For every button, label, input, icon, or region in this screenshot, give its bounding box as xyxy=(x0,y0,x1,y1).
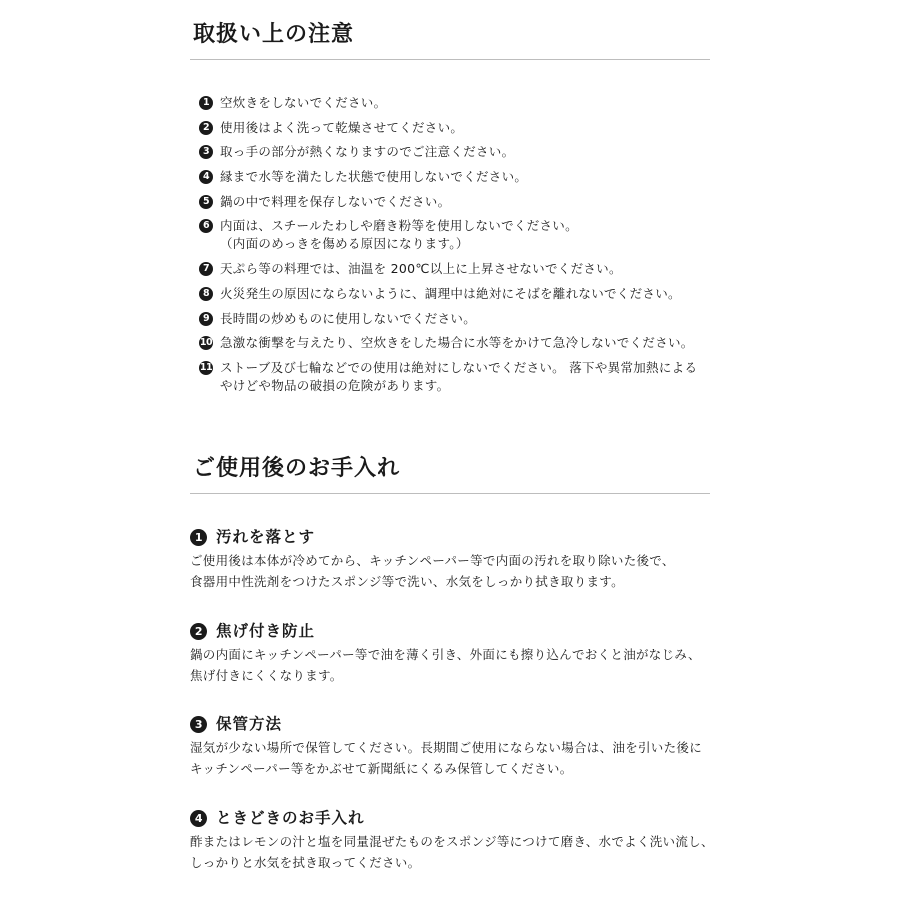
care-title: ご使用後のお手入れ xyxy=(193,456,401,481)
note-text: 火災発生の原因にならないように、調理中は絶対にそばを離れないでください。 xyxy=(220,285,681,301)
handling-divider xyxy=(190,59,710,60)
care-section-storage xyxy=(190,713,735,779)
care-body: 湿気が少ない場所で保管してください。長期間ご使用にならない場合は、油を引いた後に キッチンペーパー等をかぶせて新聞紙にくるみ保管してください。 xyxy=(190,740,703,776)
note-text: 取っ手の部分が熱くなりますのでご注意ください。 xyxy=(220,144,515,160)
number-badge: 11 xyxy=(199,361,213,373)
care-heading-text: 焦げ付き防止 xyxy=(216,622,316,640)
number-badge: 6 xyxy=(199,219,213,233)
note-text: 天ぷら等の料理では、油温を 200℃以上に上昇させないでください。 xyxy=(220,261,622,277)
list-item xyxy=(199,94,729,112)
number-badge: 10 xyxy=(199,337,213,349)
note-text: 長時間の炒めものに使用しないでください。 xyxy=(220,310,477,326)
note-text: 内面は、スチールたわしや磨き粉等を使用しないでください。 （内面のめっきを傷める原因になります。） xyxy=(220,218,578,252)
care-divider xyxy=(190,493,710,494)
care-heading xyxy=(190,526,735,548)
list-item xyxy=(199,217,729,253)
care-body: 鍋の内面にキッチンペーパー等で油を薄く引き、外面にも擦り込んでおくと油がなじみ、 焦げ付きにくくなります。 xyxy=(190,647,701,683)
number-badge: 1 xyxy=(199,96,213,110)
handling-list xyxy=(199,94,729,402)
note-text: 使用後はよく洗って乾燥させてください。 xyxy=(220,119,464,135)
number-badge: 2 xyxy=(199,121,213,135)
number-badge: 7 xyxy=(199,262,213,276)
care-heading xyxy=(190,807,735,829)
list-item xyxy=(199,143,729,161)
number-badge: 5 xyxy=(199,195,213,209)
number-badge: 8 xyxy=(199,287,213,301)
care-body: 酢またはレモンの汁と塩を同量混ぜたものをスポンジ等につけて磨き、水でよく洗い流し、 しっかりと水気を拭き取ってください。 xyxy=(190,834,714,870)
list-item xyxy=(199,260,729,278)
care-section-dirt xyxy=(190,526,735,592)
note-text: ストーブ及び七輪などでの使用は絶対にしないでください。 落下や異常加熱による やけどや物品の破損の危険があります。 xyxy=(220,359,698,393)
number-badge: 4 xyxy=(190,810,207,827)
number-badge: 4 xyxy=(199,170,213,184)
note-text: 縁まで水等を満たした状態で使用しないでください。 xyxy=(220,169,528,185)
list-item xyxy=(199,119,729,137)
care-section-anti-scorch xyxy=(190,620,735,686)
care-heading-text: 保管方法 xyxy=(216,715,283,733)
note-text: 空炊きをしないでください。 xyxy=(220,95,387,110)
care-heading-text: ときどきのお手入れ xyxy=(216,809,365,827)
list-item xyxy=(199,285,729,303)
number-badge: 2 xyxy=(190,623,207,640)
care-heading xyxy=(190,620,735,642)
list-item xyxy=(199,359,729,395)
handling-title: 取扱い上の注意 xyxy=(193,22,355,47)
list-item xyxy=(199,193,729,211)
care-body: ご使用後は本体が冷めてから、キッチンペーパー等で内面の汚れを取り除いた後で、 食器用中性洗剤をつけたスポンジ等で洗い、水気をしっかり拭き取ります。 xyxy=(190,553,675,589)
care-heading-text: 汚れを落とす xyxy=(216,528,316,546)
list-item xyxy=(199,334,729,352)
list-item xyxy=(199,310,729,328)
number-badge: 9 xyxy=(199,312,213,326)
number-badge: 1 xyxy=(190,529,207,546)
note-text: 急激な衝撃を与えたり、空炊きをした場合に水等をかけて急冷しないでください。 xyxy=(220,335,694,351)
care-section-occasional xyxy=(190,807,735,873)
note-text: 鍋の中で料理を保存しないでください。 xyxy=(220,193,451,209)
care-heading xyxy=(190,713,735,735)
list-item xyxy=(199,168,729,186)
number-badge: 3 xyxy=(190,716,207,733)
number-badge: 3 xyxy=(199,145,213,159)
